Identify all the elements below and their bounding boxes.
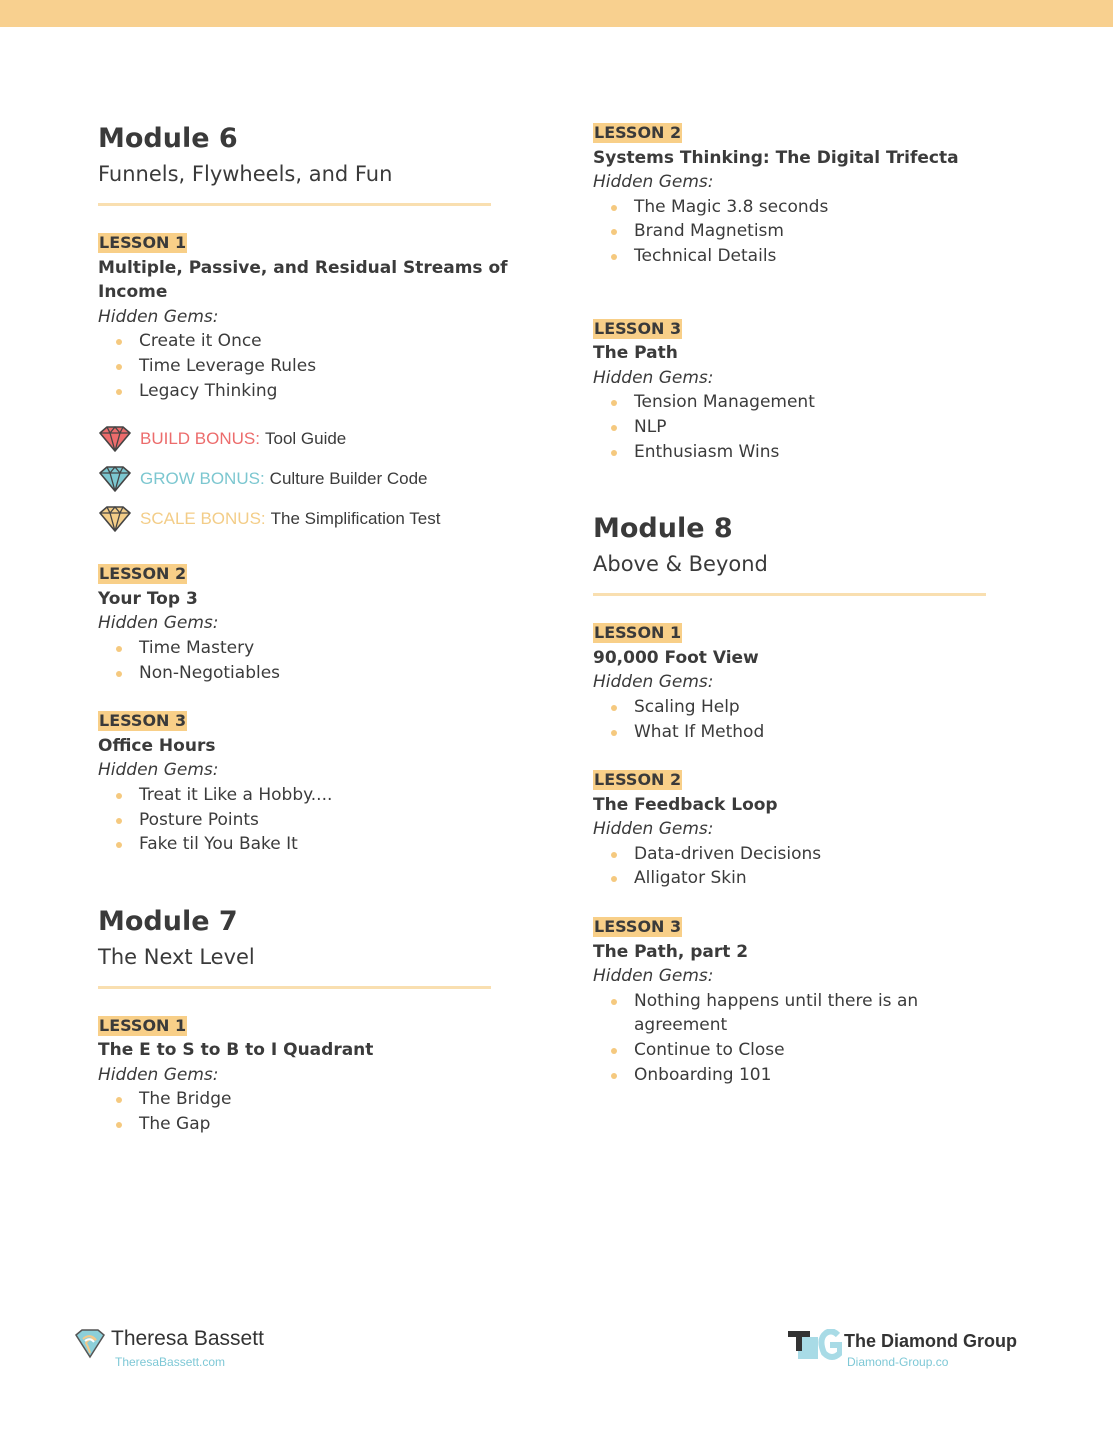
lesson-title: 90,000 Foot View [593, 647, 759, 668]
gem-text: Scaling Help [634, 696, 740, 717]
gem-list-item [98, 783, 519, 808]
gem-text: Fake til You Bake It [139, 834, 298, 855]
lesson-badge: LESSON 1 [99, 1015, 187, 1035]
right-column [593, 0, 1033, 1087]
bullet-icon [116, 793, 122, 799]
bonus-item [98, 462, 538, 496]
hidden-gems-label: Hidden Gems: [98, 1064, 219, 1085]
gem-text: Alligator Skin [634, 868, 747, 889]
bullet-icon [116, 842, 122, 848]
gem-text: Brand Magnetism [634, 221, 784, 242]
bonus-text: Culture Builder Code [269, 469, 428, 489]
gem-text: Time Mastery [139, 637, 255, 658]
lesson-title: Systems Thinking: The Digital Trifecta [593, 147, 959, 168]
footer-url[interactable]: Diamond-Group.co [847, 1355, 949, 1369]
hidden-gems-label: Hidden Gems: [98, 306, 219, 327]
bullet-icon [116, 646, 122, 652]
gem-list-item [98, 1087, 519, 1112]
lesson-title: The Path, part 2 [593, 941, 749, 962]
bullet-icon [116, 671, 122, 677]
bonus-item [98, 502, 538, 536]
lesson-badge-row [593, 621, 1033, 646]
gem-list-item [593, 244, 1014, 269]
hidden-gems-label: Hidden Gems: [593, 966, 714, 987]
lesson-badge-row [98, 231, 538, 256]
bullet-icon [611, 999, 617, 1005]
gem-list-item [98, 832, 519, 857]
bullet-icon [611, 852, 617, 858]
module-header [593, 512, 1033, 581]
diamond-teal-icon [98, 465, 140, 493]
module-subtitle: The Next Level [98, 944, 255, 969]
lesson-badge: LESSON 3 [594, 917, 682, 937]
gem-list-item [593, 695, 1014, 720]
bonus-label: SCALE BONUS: [140, 509, 266, 529]
bullet-icon [611, 1048, 617, 1054]
bonus-label: GROW BONUS: [140, 469, 265, 489]
gem-text: Enthusiasm Wins [634, 441, 780, 462]
lesson-title: Multiple, Passive, and Residual Streams of Income [98, 257, 508, 303]
diamond-gold-icon [98, 505, 140, 533]
bullet-icon [611, 205, 617, 211]
module-title: Module 6 [98, 123, 238, 154]
lesson-badge-row [593, 121, 1033, 146]
lesson-title: Your Top 3 [98, 588, 198, 609]
hidden-gems-label: Hidden Gems: [593, 367, 714, 388]
footer-name: Theresa Bassett [111, 1327, 264, 1350]
bullet-icon [611, 705, 617, 711]
gem-list-item [593, 1063, 1014, 1088]
bullet-icon [611, 450, 617, 456]
tdg-logo-icon [788, 1329, 842, 1361]
module-subtitle: Funnels, Flywheels, and Fun [98, 162, 393, 186]
gem-text: Nothing happens until there is an agreement [634, 990, 919, 1036]
bullet-icon [611, 425, 617, 431]
lesson-block [98, 562, 538, 685]
gem-list-item [98, 379, 519, 404]
gem-text: Continue to Close [634, 1040, 785, 1061]
lesson-badge: LESSON 3 [594, 318, 682, 338]
lesson-badge: LESSON 1 [99, 233, 187, 252]
bullet-icon [611, 254, 617, 260]
gem-list-item [593, 390, 1014, 415]
module-header [98, 905, 538, 974]
bullet-icon [611, 730, 617, 736]
lesson-badge-row [98, 562, 538, 587]
lesson-block [593, 915, 1033, 1087]
lesson-badge: LESSON 1 [594, 623, 682, 643]
gem-list-item [593, 440, 1014, 465]
module-title: Module 8 [593, 513, 733, 545]
lesson-block [98, 231, 538, 403]
lesson-badge-row [593, 768, 1033, 793]
lesson-badge: LESSON 2 [594, 123, 682, 142]
lesson-title: Office Hours [98, 735, 216, 756]
lesson-badge: LESSON 3 [99, 711, 187, 731]
lesson-badge-row [98, 709, 538, 734]
gem-text: What If Method [634, 721, 765, 742]
gem-text: Onboarding 101 [634, 1064, 772, 1085]
diamond-wave-logo-icon [74, 1329, 106, 1359]
gem-text: Posture Points [139, 809, 259, 830]
module-divider [593, 593, 986, 596]
lesson-badge: LESSON 2 [99, 564, 187, 584]
gem-list-item [593, 1038, 1014, 1063]
lesson-badge: LESSON 2 [594, 770, 682, 790]
footer-name: The Diamond Group [844, 1331, 1017, 1351]
bullet-icon [611, 1073, 617, 1079]
gem-list-item [593, 195, 1014, 220]
lesson-title: The Path [593, 343, 678, 364]
bullet-icon [116, 818, 122, 824]
hidden-gems-label: Hidden Gems: [593, 172, 714, 193]
module-subtitle: Above & Beyond [593, 552, 768, 577]
bonus-item [98, 422, 538, 456]
gem-list-item [593, 842, 1014, 867]
hidden-gems-label: Hidden Gems: [98, 613, 219, 634]
gem-list-item [593, 866, 1014, 891]
bullet-icon [116, 364, 122, 370]
bonus-label: BUILD BONUS: [140, 429, 260, 449]
bullet-icon [611, 400, 617, 406]
gem-list-item [98, 354, 519, 379]
left-column [98, 0, 538, 1137]
gem-text: The Gap [139, 1114, 211, 1135]
gem-text: Non-Negotiables [139, 662, 281, 683]
lesson-badge-row [98, 1014, 538, 1039]
gem-list-item [593, 219, 1014, 244]
footer-url[interactable]: TheresaBassett.com [115, 1355, 226, 1369]
gem-list-item [98, 661, 519, 686]
gem-list-item [593, 415, 1014, 440]
lesson-badge-row [593, 317, 1033, 342]
bullet-icon [116, 1122, 122, 1128]
gem-text: The Bridge [139, 1089, 232, 1110]
hidden-gems-label: Hidden Gems: [98, 760, 219, 781]
module-divider [98, 986, 491, 989]
module-divider [98, 203, 491, 206]
gem-list-item [98, 808, 519, 833]
gem-text: Data-driven Decisions [634, 843, 822, 864]
bonus-text: The Simplification Test [270, 509, 441, 529]
hidden-gems-label: Hidden Gems: [593, 819, 714, 840]
bullet-icon [116, 389, 122, 395]
lesson-block [593, 768, 1033, 891]
gem-list-item [98, 329, 519, 354]
lesson-title: The E to S to B to I Quadrant [98, 1040, 374, 1061]
gem-text: Legacy Thinking [139, 380, 278, 401]
bonus-text: Tool Guide [264, 429, 347, 449]
bullet-icon [116, 339, 122, 345]
gem-list-item [98, 1112, 519, 1137]
gem-list-item [593, 989, 1014, 1038]
gem-text: Technical Details [634, 245, 777, 266]
bullet-icon [611, 876, 617, 882]
gem-text: The Magic 3.8 seconds [634, 196, 829, 217]
lesson-block [593, 121, 1033, 269]
lesson-title: The Feedback Loop [593, 794, 778, 815]
lesson-block [593, 621, 1033, 744]
module-title: Module 7 [98, 905, 238, 937]
lesson-block [98, 709, 538, 857]
gem-text: Time Leverage Rules [139, 355, 317, 376]
diamond-red-icon [98, 425, 140, 453]
gem-list-item [593, 720, 1014, 745]
module-header [98, 122, 538, 191]
gem-text: Treat it Like a Hobby.... [139, 784, 333, 805]
hidden-gems-label: Hidden Gems: [593, 672, 714, 693]
lesson-badge-row [593, 915, 1033, 940]
lesson-block [593, 317, 1033, 465]
gem-text: Create it Once [139, 331, 262, 352]
lesson-block [98, 1014, 538, 1137]
gem-text: Tension Management [634, 392, 815, 413]
gem-list-item [98, 636, 519, 661]
bullet-icon [611, 229, 617, 235]
gem-text: NLP [634, 416, 667, 437]
bullet-icon [116, 1097, 122, 1103]
